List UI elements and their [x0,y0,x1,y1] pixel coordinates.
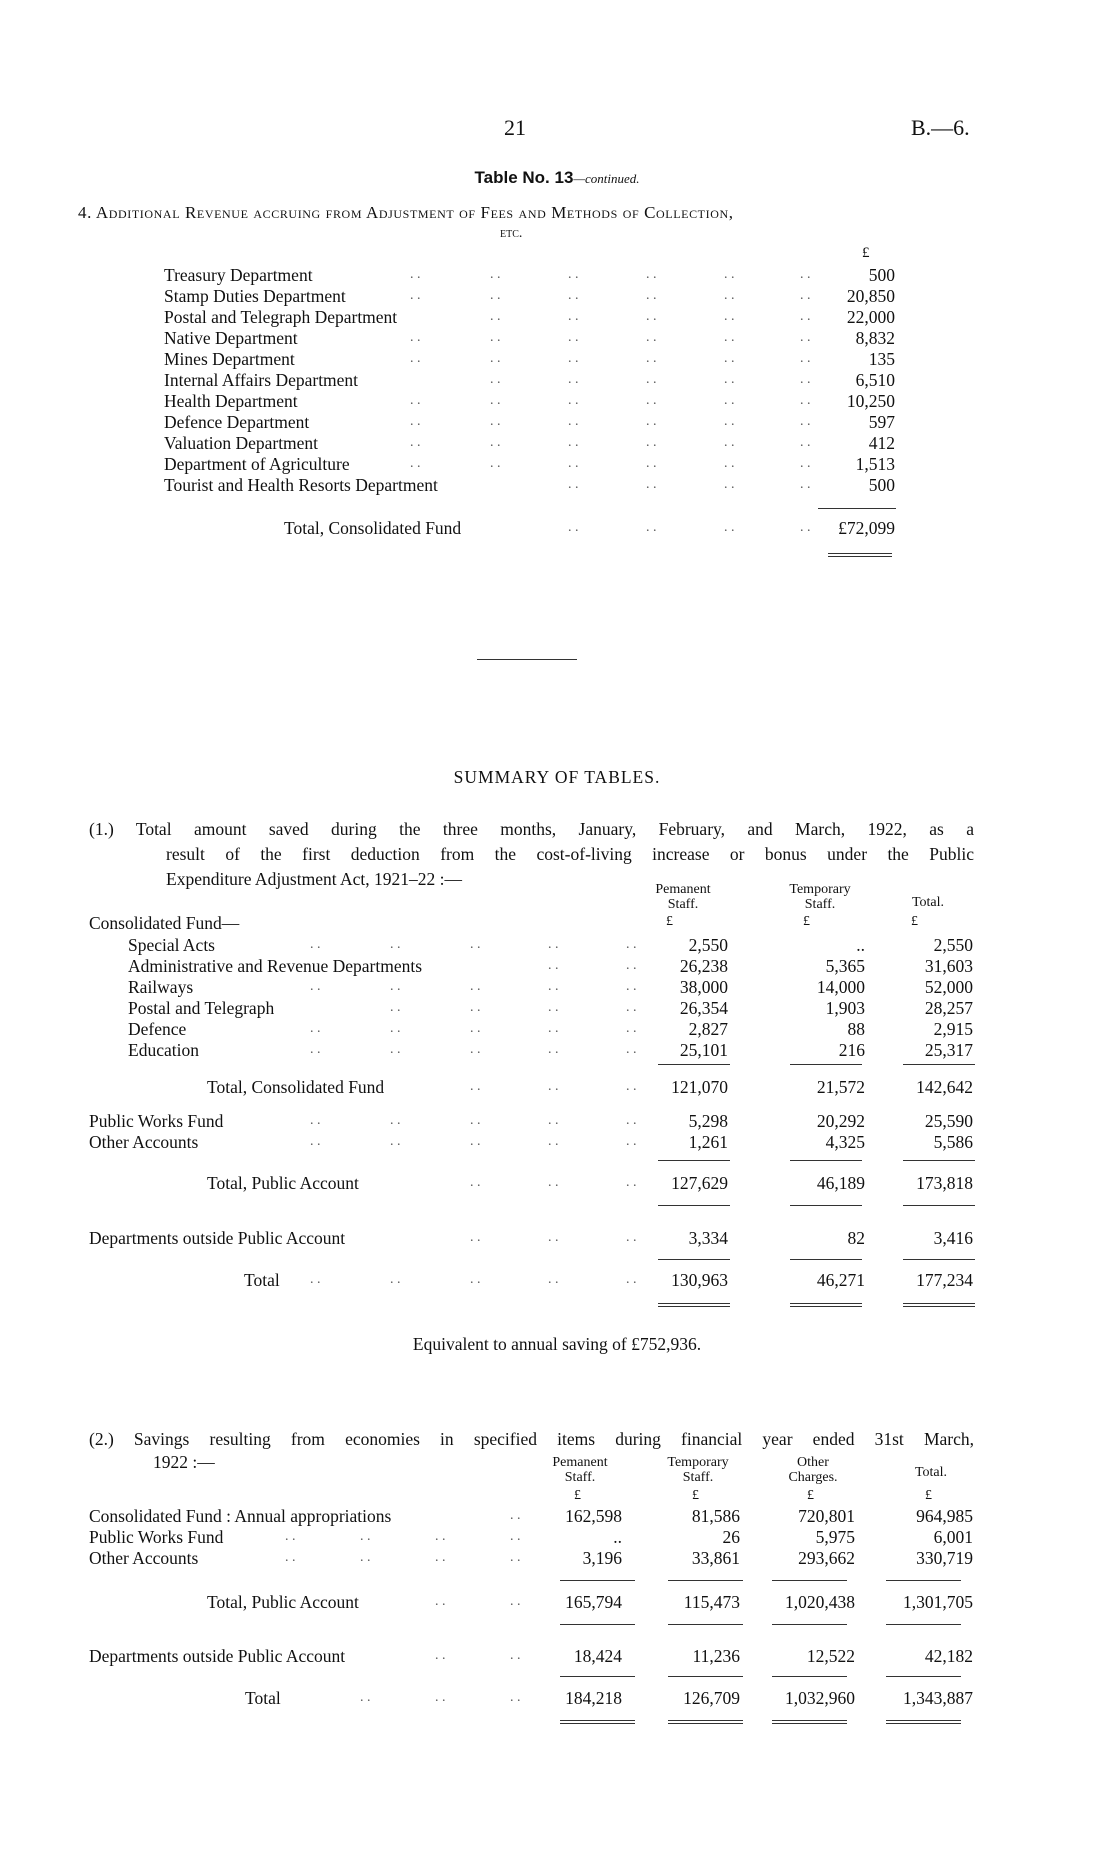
table-row-label: Valuation Department [164,433,319,453]
dot-leader: . . [435,1529,446,1544]
table-cell: 162,598 [565,1506,622,1526]
dot-leader: . . [510,1529,521,1544]
table-cell: 21,572 [816,1077,865,1097]
currency-symbol: £ [692,1488,699,1503]
rule [772,1580,847,1581]
dot-leader: . . [568,414,579,429]
double-rule [772,1720,847,1724]
dot-leader: . . [568,393,579,408]
dot-leader: . . [626,1113,637,1128]
table-cell: 25,317 [924,1040,973,1060]
rule [658,1064,730,1065]
dot-leader: . . [548,1079,559,1094]
dot-leader: . . [310,1042,321,1057]
dot-leader: . . [646,372,657,387]
rule [560,1676,635,1677]
currency-symbol: £ [666,914,673,929]
dot-leader: . . [470,1079,481,1094]
table-row-label: Tourist and Health Resorts Department [164,475,438,495]
page-ref: B.—6. [911,115,970,140]
double-rule [658,1303,730,1307]
table-cell: 28,257 [924,998,973,1018]
dot-leader: . . [724,309,735,324]
rule [790,1259,862,1260]
table-cell: 88 [847,1019,865,1039]
double-rule [886,1720,961,1724]
rule [886,1624,961,1625]
dot-leader: . . [646,288,657,303]
dot-leader: . . [724,288,735,303]
table-row-label: Other Accounts [89,1132,199,1152]
table-cell: 1,020,438 [785,1592,855,1612]
table-row-label: Defence [128,1019,187,1039]
intro-line: result of the first deduction from the cost-of-living increase or bonus under the Public [166,844,974,864]
dot-leader: . . [626,1175,637,1190]
subtotal-label: Total, Public Account [207,1592,359,1612]
dot-leader: . . [490,288,501,303]
currency-symbol: £ [925,1488,932,1503]
dot-leader: . . [626,937,637,952]
dot-leader: . . [470,1175,481,1190]
rule [560,1580,635,1581]
dot-leader: . . [310,1021,321,1036]
table-row-value: 597 [868,412,895,432]
table-cell: 2,827 [688,1019,728,1039]
dot-leader: . . [626,1230,637,1245]
table-cell: 127,629 [671,1173,728,1193]
table-cell: 52,000 [924,977,973,997]
double-rule [668,1720,743,1724]
dot-leader: . . [626,1000,637,1015]
table-row-value: 500 [868,265,895,285]
dot-leader: . . [410,393,421,408]
dot-leader: . . [470,1134,481,1149]
dot-leader: . . [646,435,657,450]
dot-leader: . . [724,351,735,366]
table-cell: 5,586 [933,1132,973,1152]
table-row-label: Administrative and Revenue Departments [128,956,423,976]
dot-leader: . . [490,456,501,471]
total-value: £72,099 [838,518,895,538]
dot-leader: . . [490,351,501,366]
dot-leader: . . [310,937,321,952]
rule [790,1064,862,1065]
total-label: Total [245,1688,281,1708]
double-rule [790,1303,862,1307]
column-header: Temporary Staff. [667,1455,729,1485]
rule [818,508,896,509]
dot-leader: . . [548,1134,559,1149]
table-cell: 26,354 [679,998,728,1018]
rule [903,1205,975,1206]
dot-leader: . . [470,1113,481,1128]
rule [560,1624,635,1625]
table-title-suffix: —continued. [573,171,640,186]
dot-leader: . . [390,1134,401,1149]
double-rule [828,553,892,557]
table-cell: 2,915 [933,1019,973,1039]
table-cell: 184,218 [565,1688,622,1708]
dot-leader: . . [548,1175,559,1190]
table-row-label: Postal and Telegraph Department [164,307,398,327]
rule [658,1205,730,1206]
dot-leader: . . [470,1042,481,1057]
currency-symbol: £ [862,245,870,261]
dot-leader: . . [390,979,401,994]
dot-leader: . . [626,1079,637,1094]
dot-leader: . . [724,520,735,535]
dot-leader: . . [646,309,657,324]
table-cell: 1,032,960 [785,1688,855,1708]
table-row-value: 412 [868,433,895,453]
table-cell: 2,550 [688,935,728,955]
dot-leader: . . [410,351,421,366]
table-heading-cont: etc. [500,226,523,241]
dot-leader: . . [548,1230,559,1245]
table-row-label: Treasury Department [164,265,313,285]
dot-leader: . . [548,1113,559,1128]
table-cell: 130,963 [671,1270,728,1290]
page-number: 21 [504,115,526,140]
dot-leader: . . [435,1594,446,1609]
table-cell: .. [613,1527,622,1547]
dot-leader: . . [568,309,579,324]
table-cell: 1,261 [688,1132,728,1152]
table-row-value: 1,513 [855,454,895,474]
table-row-label: Stamp Duties Department [164,286,346,306]
table-cell: 1,343,887 [903,1688,973,1708]
table-row-label: Special Acts [128,935,215,955]
subtotal-label: Total, Consolidated Fund [207,1077,385,1097]
table-cell: .. [856,935,865,955]
dot-leader: . . [490,414,501,429]
table-row-value: 135 [868,349,895,369]
dot-leader: . . [548,1021,559,1036]
dot-leader: . . [435,1690,446,1705]
dot-leader: . . [410,330,421,345]
currency-symbol: £ [911,914,918,929]
table-cell: 11,236 [692,1646,740,1666]
dot-leader: . . [490,393,501,408]
dot-leader: . . [548,937,559,952]
table-row-label: Health Department [164,391,298,411]
table-cell: 20,292 [816,1111,865,1131]
intro-line: (2.) Savings resulting from economies in specified items during financial year ended 31st March, [89,1429,974,1449]
table-cell: 3,334 [688,1228,728,1248]
dot-leader: . . [800,372,811,387]
dot-leader: . . [800,393,811,408]
dot-leader: . . [568,351,579,366]
dot-leader: . . [646,520,657,535]
table-cell: 4,325 [825,1132,865,1152]
table-cell: 31,603 [924,956,973,976]
dot-leader: . . [470,1021,481,1036]
dot-leader: . . [548,979,559,994]
dot-leader: . . [568,330,579,345]
table-heading: 4. Additional Revenue accruing from Adjustment of Fees and Methods of Collection, [78,203,734,222]
column-header: Total. [914,1465,948,1480]
dot-leader: . . [724,456,735,471]
table-row-value: 20,850 [846,286,895,306]
table-row-label: Departments outside Public Account [89,1228,346,1248]
dot-leader: . . [646,456,657,471]
dot-leader: . . [410,414,421,429]
dot-leader: . . [390,1000,401,1015]
double-rule [560,1720,635,1724]
dot-leader: . . [724,372,735,387]
table-cell: 1,301,705 [903,1592,973,1612]
table-cell: 33,861 [691,1548,740,1568]
table-row-label: Public Works Fund [89,1111,224,1131]
dot-leader: . . [800,477,811,492]
dot-leader: . . [470,1000,481,1015]
table-cell: 126,709 [683,1688,740,1708]
table-row-label: Native Department [164,328,298,348]
rule [668,1624,743,1625]
table-row-label: Railways [128,977,194,997]
dot-leader: . . [285,1550,296,1565]
dot-leader: . . [490,330,501,345]
dot-leader: . . [390,937,401,952]
currency-symbol: £ [807,1488,814,1503]
dot-leader: . . [800,351,811,366]
dot-leader: . . [390,1272,401,1287]
dot-leader: . . [724,477,735,492]
dot-leader: . . [490,267,501,282]
dot-leader: . . [510,1550,521,1565]
currency-symbol: £ [803,914,810,929]
dot-leader: . . [646,393,657,408]
summary-title: SUMMARY OF TABLES. [453,767,661,787]
table-cell: 46,189 [816,1173,865,1193]
table-cell: 115,473 [683,1592,740,1612]
dot-leader: . . [568,520,579,535]
table-cell: 142,642 [916,1077,973,1097]
table-row-label: Defence Department [164,412,310,432]
rule [772,1624,847,1625]
group-label: Consolidated Fund— [89,913,240,933]
dot-leader: . . [510,1648,521,1663]
rule [658,1259,730,1260]
table-cell: 3,196 [582,1548,622,1568]
dot-leader: . . [548,1042,559,1057]
rule [903,1160,975,1161]
subtotal-label: Total, Public Account [207,1173,359,1193]
dot-leader: . . [800,520,811,535]
column-header: Pemanent Staff. [552,1455,608,1485]
dot-leader: . . [548,958,559,973]
column-header: Temporary Staff. [789,882,851,912]
table-cell: 216 [838,1040,865,1060]
dot-leader: . . [410,456,421,471]
dot-leader: . . [724,267,735,282]
column-header: Pemanent Staff. [655,882,711,912]
dot-leader: . . [310,1272,321,1287]
intro-line: Expenditure Adjustment Act, 1921–22 :— [166,869,463,889]
table-row-label: Mines Department [164,349,295,369]
rule [772,1676,847,1677]
table-cell: 26,238 [679,956,728,976]
table-cell: 25,101 [679,1040,728,1060]
dot-leader: . . [626,1021,637,1036]
dot-leader: . . [568,288,579,303]
table-cell: 173,818 [916,1173,973,1193]
table-cell: 6,001 [933,1527,973,1547]
dot-leader: . . [310,979,321,994]
table-cell: 26 [722,1527,740,1547]
table-row-value: 8,832 [855,328,895,348]
dot-leader: . . [724,393,735,408]
dot-leader: . . [390,1021,401,1036]
rule [790,1160,862,1161]
dot-leader: . . [470,979,481,994]
dot-leader: . . [548,1272,559,1287]
table-row-value: 10,250 [846,391,895,411]
table-cell: 720,801 [798,1506,855,1526]
dot-leader: . . [646,351,657,366]
dot-leader: . . [646,414,657,429]
table-cell: 293,662 [798,1548,855,1568]
table-row-label: Public Works Fund [89,1527,224,1547]
dot-leader: . . [626,1134,637,1149]
table-cell: 121,070 [671,1077,728,1097]
table-cell: 81,586 [691,1506,740,1526]
table-row-label: Postal and Telegraph [128,998,275,1018]
table-cell: 5,365 [825,956,865,976]
table-title-main: Table No. 13 [474,168,574,187]
table-cell: 330,719 [916,1548,973,1568]
table-title [0,168,1114,188]
dot-leader: . . [360,1550,371,1565]
total-label: Total [244,1270,280,1290]
rule [903,1064,975,1065]
table-cell: 177,234 [916,1270,973,1290]
total-label: Total, Consolidated Fund [284,518,462,538]
dot-leader: . . [390,1042,401,1057]
dot-leader: . . [435,1648,446,1663]
table-cell: 46,271 [816,1270,865,1290]
dot-leader: . . [470,1230,481,1245]
dot-leader: . . [800,288,811,303]
table-cell: 12,522 [806,1646,855,1666]
table-cell: 25,590 [924,1111,973,1131]
table-cell: 42,182 [924,1646,973,1666]
table-cell: 82 [847,1228,865,1248]
dot-leader: . . [800,456,811,471]
table-row-value: 6,510 [855,370,895,390]
table-row-label: Department of Agriculture [164,454,350,474]
dot-leader: . . [626,958,637,973]
dot-leader: . . [510,1594,521,1609]
dot-leader: . . [626,979,637,994]
table-row-label: Consolidated Fund : Annual appropriations [89,1506,392,1526]
dot-leader: . . [410,288,421,303]
dot-leader: . . [510,1690,521,1705]
table-cell: 5,975 [815,1527,855,1547]
dot-leader: . . [410,435,421,450]
table-row-label: Other Accounts [89,1548,199,1568]
dot-leader: . . [568,435,579,450]
table-row-label: Internal Affairs Department [164,370,359,390]
dot-leader: . . [724,330,735,345]
rule [658,1160,730,1161]
dot-leader: . . [470,1272,481,1287]
dot-leader: . . [724,414,735,429]
table-cell: 38,000 [679,977,728,997]
rule [668,1580,743,1581]
dot-leader: . . [548,1000,559,1015]
dot-leader: . . [568,372,579,387]
dot-leader: . . [800,435,811,450]
dot-leader: . . [470,937,481,952]
dot-leader: . . [510,1508,521,1523]
dot-leader: . . [490,435,501,450]
table-row-value: 500 [868,475,895,495]
table-row-label: Departments outside Public Account [89,1646,346,1666]
table-cell: 165,794 [565,1592,622,1612]
rule [886,1580,961,1581]
dot-leader: . . [360,1690,371,1705]
table-cell: 1,903 [825,998,865,1018]
intro-line: 1922 :— [153,1452,215,1472]
rule [903,1259,975,1260]
table-cell: 2,550 [933,935,973,955]
dot-leader: . . [626,1272,637,1287]
rule [668,1676,743,1677]
section-divider [477,659,577,660]
column-header: Other Charges. [788,1455,838,1485]
table-cell: 18,424 [573,1646,622,1666]
dot-leader: . . [646,267,657,282]
table-cell: 964,985 [916,1506,973,1526]
dot-leader: . . [646,477,657,492]
dot-leader: . . [435,1550,446,1565]
rule [790,1205,862,1206]
dot-leader: . . [568,456,579,471]
dot-leader: . . [360,1529,371,1544]
dot-leader: . . [310,1134,321,1149]
dot-leader: . . [390,1113,401,1128]
intro-line: (1.) Total amount saved during the three months, January, February, and March, 1922, as a [89,819,974,839]
currency-symbol: £ [574,1488,581,1503]
table-row-value: 22,000 [846,307,895,327]
dot-leader: . . [800,414,811,429]
dot-leader: . . [285,1529,296,1544]
table-cell: 3,416 [933,1228,973,1248]
dot-leader: . . [800,267,811,282]
dot-leader: . . [646,330,657,345]
dot-leader: . . [568,477,579,492]
table-row-label: Education [128,1040,199,1060]
dot-leader: . . [490,372,501,387]
table-cell: 5,298 [688,1111,728,1131]
dot-leader: . . [490,309,501,324]
equivalent-note: Equivalent to annual saving of £752,936. [412,1334,702,1354]
dot-leader: . . [310,1113,321,1128]
dot-leader: . . [800,330,811,345]
dot-leader: . . [410,267,421,282]
double-rule [903,1303,975,1307]
dot-leader: . . [800,309,811,324]
dot-leader: . . [568,267,579,282]
rule [886,1676,961,1677]
table-cell: 14,000 [816,977,865,997]
dot-leader: . . [724,435,735,450]
column-header: Total. [911,895,945,910]
dot-leader: . . [626,1042,637,1057]
